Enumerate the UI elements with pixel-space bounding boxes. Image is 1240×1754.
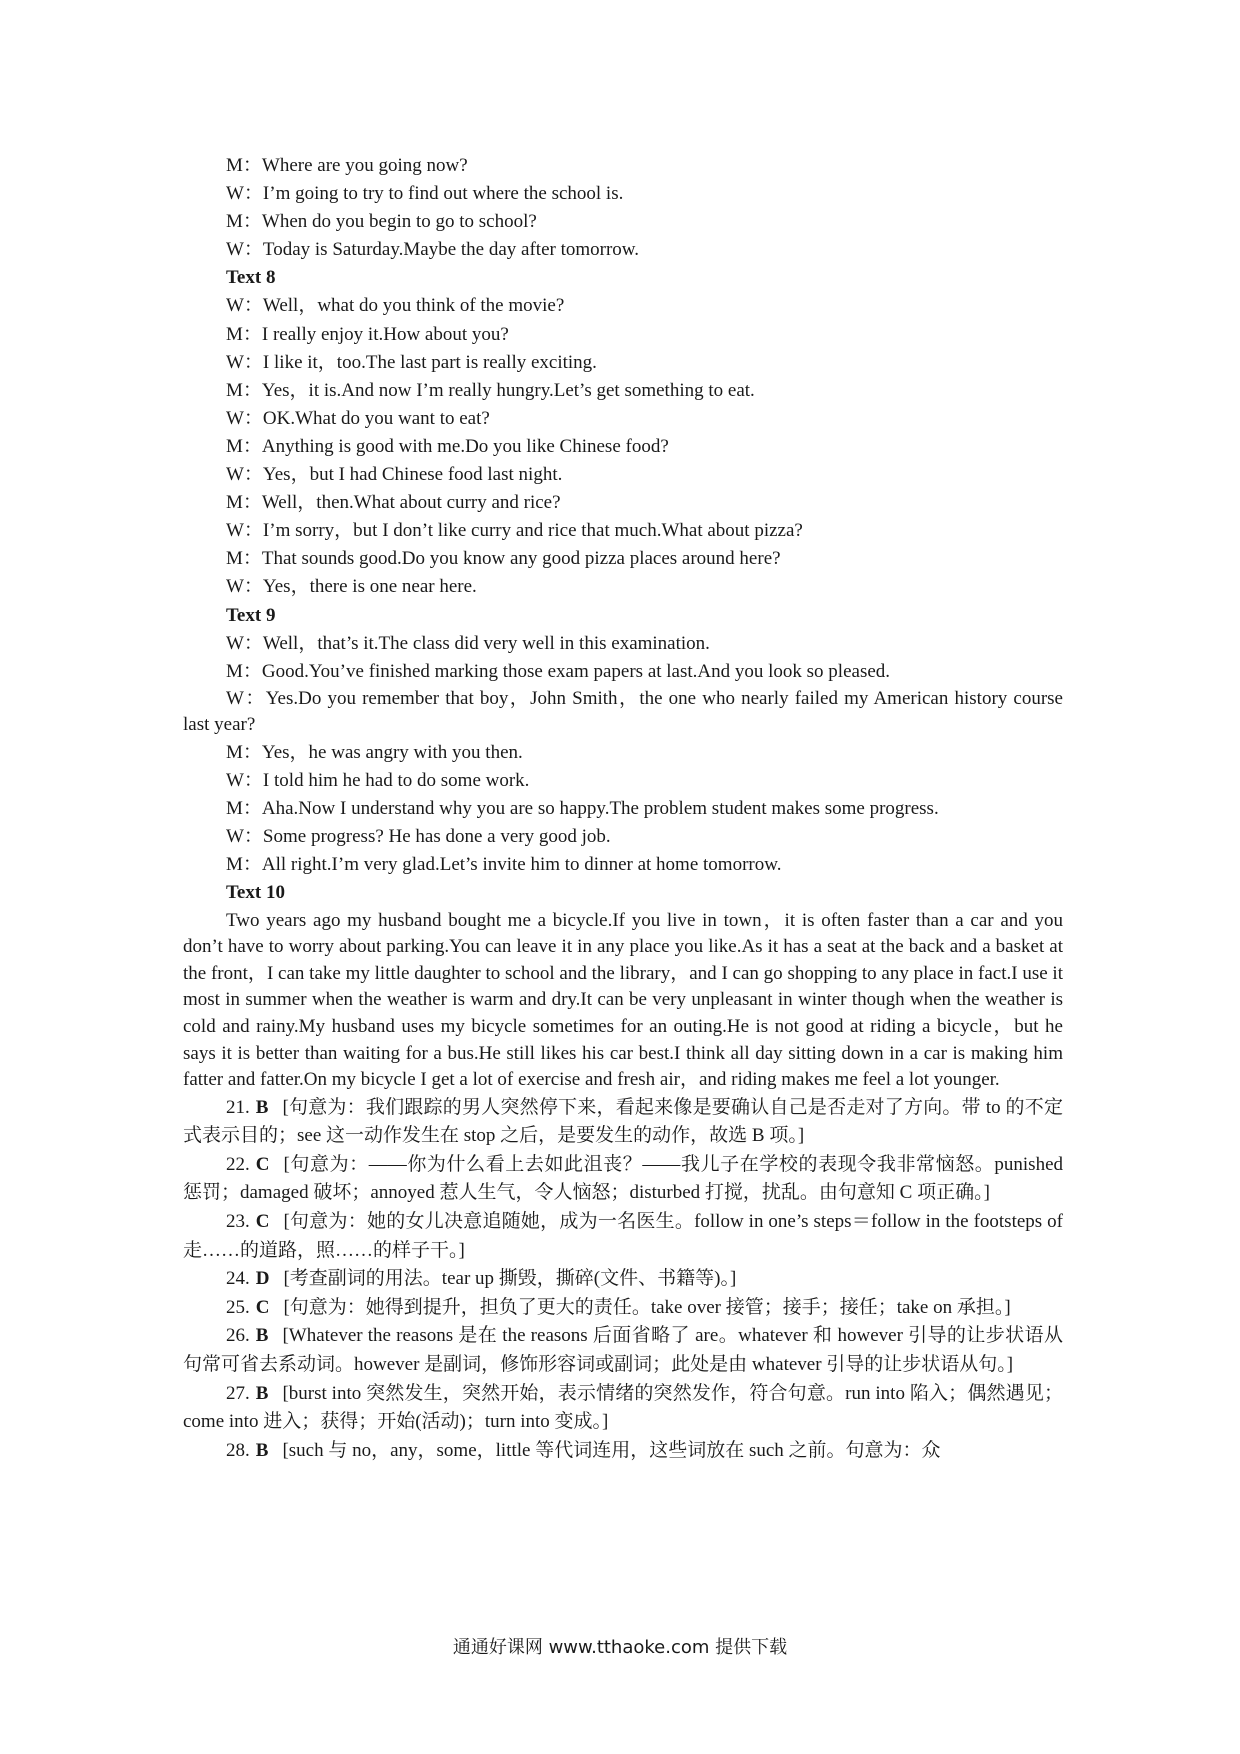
answer-explanation: [句意为：她的女儿决意追随她，成为一名医生。follow in one’s steps＝follow in the footsteps of 走……的道路，照……的样子干。] bbox=[183, 1211, 1063, 1261]
dialog-line: W：Yes，there is one near here. bbox=[226, 576, 477, 598]
answer-number: 23. bbox=[226, 1211, 250, 1233]
section-heading: Text 10 bbox=[226, 882, 285, 904]
answer-item bbox=[183, 1265, 1063, 1294]
dialog-line: W：I’m going to try to find out where the school is. bbox=[226, 183, 624, 205]
dialog-line: M：Yes，it is.And now I’m really hungry.Let’s get something to eat. bbox=[226, 379, 755, 401]
dialog-block bbox=[183, 152, 1063, 264]
answer-item bbox=[183, 1437, 1063, 1466]
dialog-line: W：I told him he had to do some work. bbox=[226, 770, 530, 792]
answer-number: 28. bbox=[226, 1439, 250, 1461]
text8-section bbox=[183, 264, 1063, 601]
dialog-line: M：I really enjoy it.How about you? bbox=[226, 323, 509, 345]
answer-number: 27. bbox=[226, 1382, 250, 1404]
dialog-line: W：Well，that’s it.The class did very well in this examination. bbox=[226, 632, 710, 654]
section-heading: Text 9 bbox=[226, 604, 276, 626]
dialog-line: M：Good.You’ve finished marking those exam papers at last.And you look so pleased. bbox=[226, 660, 891, 682]
answer-key: C bbox=[255, 1296, 270, 1318]
dialog-line: W：I’m sorry，but I don’t like curry and rice that much.What about pizza? bbox=[226, 520, 803, 542]
text10-section bbox=[183, 879, 1063, 1093]
answer-explanation: [句意为：我们跟踪的男人突然停下来，看起来像是要确认自己是否走对了方向。带 to 的不定式表示目的；see 这一动作发生在 stop 之后，是要发生的动作，故选 B 项。] bbox=[183, 1096, 1063, 1147]
dialog-line: M：Yes，he was angry with you then. bbox=[226, 741, 523, 763]
dialog-line: W：I like it，too.The last part is really exciting. bbox=[226, 351, 597, 373]
dialog-line: M：Where are you going now? bbox=[226, 155, 468, 176]
answer-explanation: [考查副词的用法。tear up 撕毁，撕碎(文件、书籍等)。] bbox=[283, 1268, 737, 1290]
answer-key: B bbox=[255, 1439, 269, 1461]
answer-item bbox=[183, 1294, 1063, 1323]
dialog-line: W：OK.What do you want to eat? bbox=[226, 407, 490, 429]
dialog-line: W：Today is Saturday.Maybe the day after tomorrow. bbox=[226, 239, 640, 261]
dialog-line: M：Aha.Now I understand why you are so happy.The problem student makes some progress. bbox=[226, 798, 939, 820]
dialog-line: M：All right.I’m very glad.Let’s invite him to dinner at home tomorrow. bbox=[226, 854, 782, 876]
answer-list bbox=[183, 1094, 1063, 1466]
answer-key: B bbox=[255, 1325, 269, 1347]
answer-key: B bbox=[255, 1096, 269, 1118]
dialog-line: W：Well，what do you think of the movie? bbox=[226, 295, 565, 317]
answer-item bbox=[183, 1380, 1063, 1437]
answer-key: B bbox=[255, 1382, 269, 1404]
answer-explanation: [burst into 突然发生，突然开始，表示情绪的突然发作，符合句意。run into 陷入；偶然遇见；come into 进入；获得；开始(活动)；turn into 变成。] bbox=[183, 1382, 1063, 1433]
page-content bbox=[183, 152, 1063, 1465]
dialog-line: W：Yes，but I had Chinese food last night. bbox=[226, 464, 563, 486]
dialog-line: W：Some progress? He has done a very good job. bbox=[226, 826, 611, 848]
answer-explanation: [句意为：她得到提升，担负了更大的责任。take over 接管；接手；接任；take on 承担。] bbox=[283, 1296, 1011, 1318]
answer-number: 24. bbox=[226, 1268, 250, 1290]
dialog-paragraph: W：Yes.Do you remember that boy，John Smith，the one who nearly failed my American history course last year? bbox=[183, 687, 1063, 736]
answer-number: 22. bbox=[226, 1153, 250, 1175]
answer-number: 25. bbox=[226, 1296, 250, 1318]
text9-section bbox=[183, 602, 1063, 880]
answer-key: D bbox=[255, 1268, 270, 1290]
section-heading: Text 8 bbox=[226, 267, 276, 289]
dialog-line: M：Anything is good with me.Do you like Chinese food? bbox=[226, 435, 669, 457]
dialog-line: M：When do you begin to go to school? bbox=[226, 211, 537, 233]
answer-key: C bbox=[255, 1211, 270, 1233]
dialog-line: M：Well，then.What about curry and rice? bbox=[226, 492, 561, 514]
answer-item bbox=[183, 1151, 1063, 1208]
answer-item bbox=[183, 1208, 1063, 1265]
answer-explanation: [Whatever the reasons 是在 the reasons 后面省略了 are。whatever 和 however 引导的让步状语从句常可省去系动词。however 是副词，修饰形容词或副词；此处是由 whatever 引导的让步状语从句。] bbox=[183, 1325, 1063, 1376]
answer-item bbox=[183, 1094, 1063, 1151]
passage-paragraph: Two years ago my husband bought me a bicycle.If you live in town，it is often faster than a car and you don’t have to worry about parking.You can leave it in any place you like.As it has a seat at the back and a basket at the front，I can take my little daughter to school and the library，and I can go shopping to any place in fact.I use it most in summer when the weather is warm and dry.It can be very unpleasant in winter though when the weather is cold and rainy.My husband uses my bicycle sometimes for an outing.He is not good at riding a bicycle，but he says it is better than waiting for a bus.He still likes his car best.I think all day sitting down in a car is making him fatter and fatter.On my bicycle I get a lot of exercise and fresh air，and riding makes me feel a lot younger. bbox=[183, 909, 1063, 1091]
answer-key: C bbox=[255, 1153, 270, 1175]
answer-number: 26. bbox=[226, 1325, 250, 1347]
answer-explanation: [such 与 no，any，some，little 等代词连用，这些词放在 such 之前。句意为：众 bbox=[282, 1439, 941, 1461]
answer-number: 21. bbox=[226, 1096, 250, 1118]
answer-item bbox=[183, 1322, 1063, 1379]
dialog-line: M：That sounds good.Do you know any good pizza places around here? bbox=[226, 548, 781, 570]
answer-explanation: [句意为：——你为什么看上去如此沮丧？——我儿子在学校的表现令我非常恼怒。punished 惩罚；damaged 破坏；annoyed 惹人生气，令人恼怒；disturbed 打搅，扰乱。由句意知 C 项正确。] bbox=[183, 1153, 1063, 1204]
page-footer: 通通好课网 www.tthaoke.com 提供下载 bbox=[452, 1637, 788, 1658]
